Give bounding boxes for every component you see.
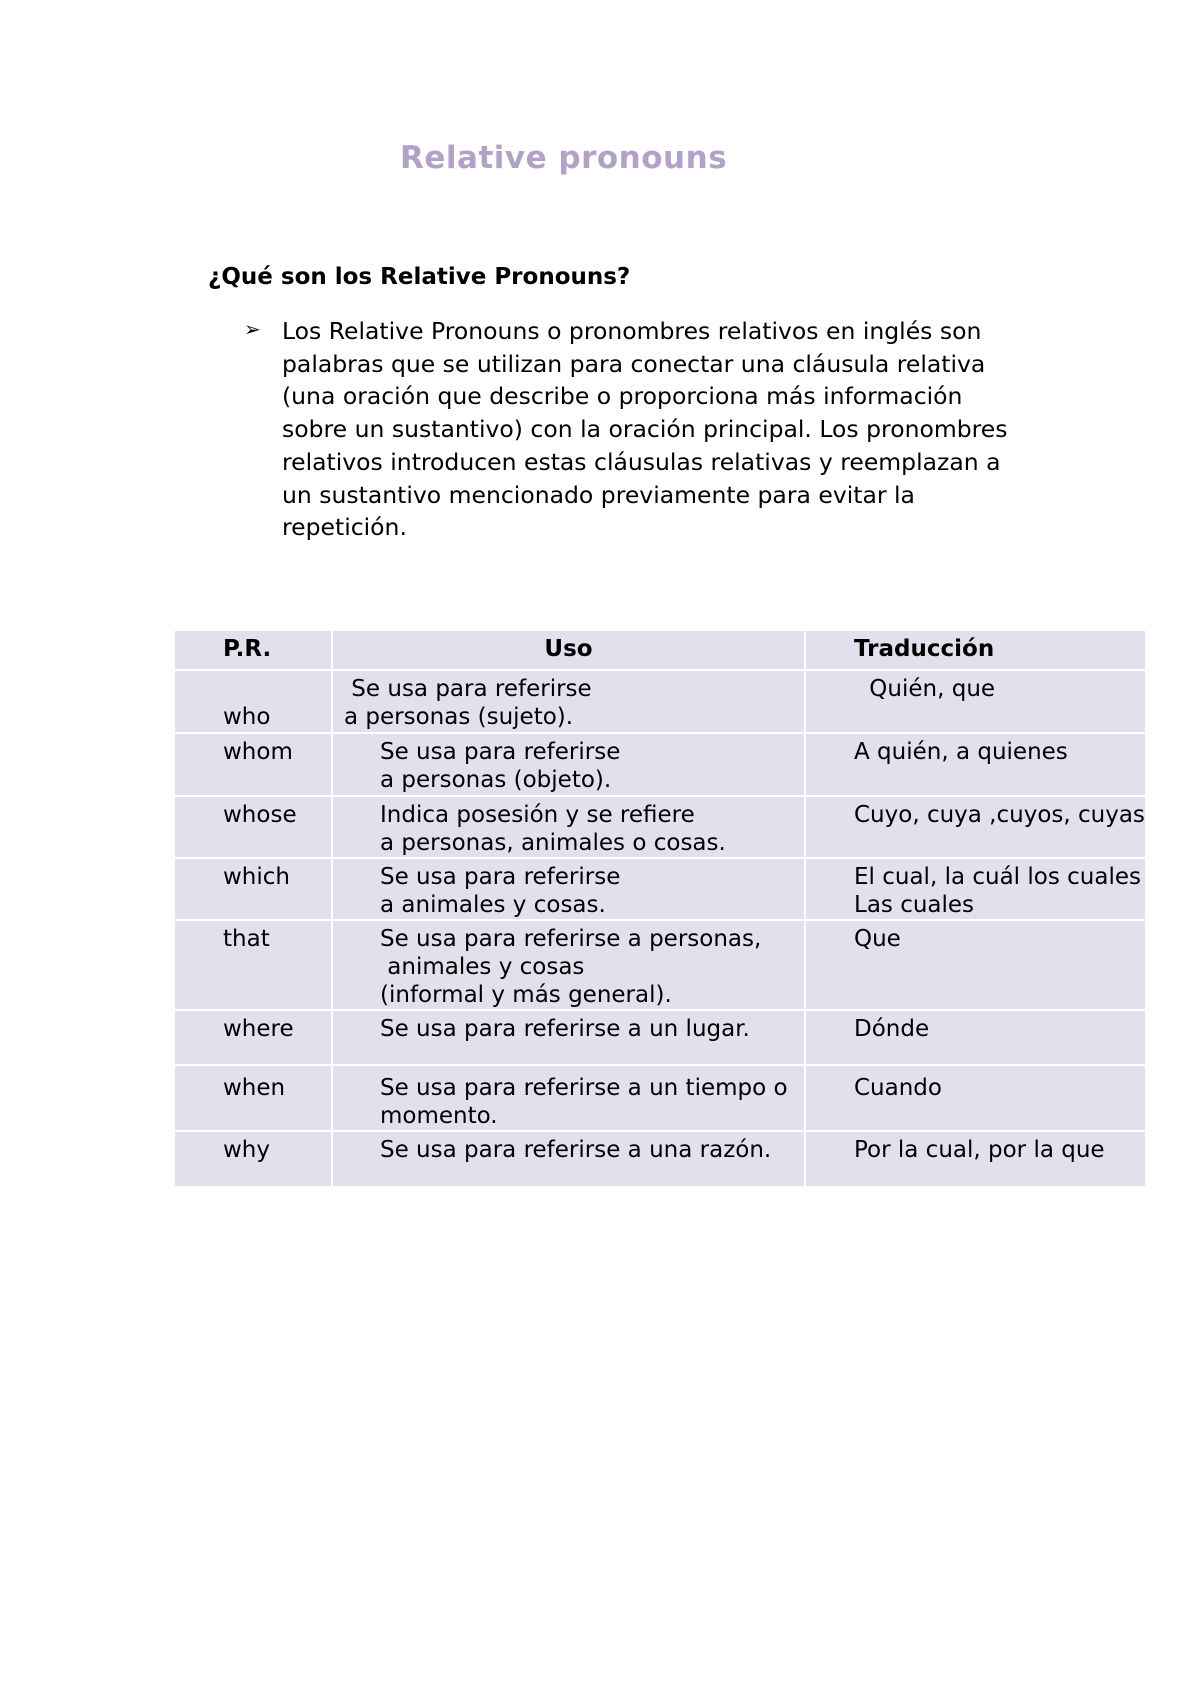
bullet-line: palabras que se utilizan para conectar una cláusula relativa [282,349,986,378]
header-label: P.R. [223,636,272,662]
traduccion-cell [805,796,1146,858]
pronoun-cell [174,1065,332,1131]
header-label: Uso [544,636,593,662]
traduccion-cell [805,1010,1146,1065]
uso-cell [332,796,805,858]
pronoun-cell [174,858,332,920]
table-row [174,858,1146,920]
uso-line: animales y cosas [380,954,585,980]
uso-cell [332,1131,805,1187]
bullet-line: sobre un sustantivo) con la oración principal. Los pronombres [282,415,1008,444]
section-question: ¿Qué son los Relative Pronouns? [208,264,631,290]
pronoun-cell [174,733,332,796]
pronoun-text: where [223,1016,294,1042]
table-row [174,733,1146,796]
table-body [174,670,1146,1187]
arrow-bullet-icon: ➢ [244,317,261,341]
pronoun-text: which [223,864,291,890]
traduccion-line: A quién, a quienes [854,739,1068,765]
uso-line: a animales y cosas. [380,892,606,918]
uso-line: Se usa para referirse a un lugar. [380,1016,750,1042]
pronoun-text: who [223,704,271,730]
bullet-line: relativos introducen estas cláusulas relativas y reemplazan a [282,447,1001,476]
table-row [174,1010,1146,1065]
traduccion-cell [805,920,1146,1010]
uso-line: (informal y más general). [380,982,672,1008]
pronoun-text: whom [223,739,293,765]
uso-line: Se usa para referirse a un tiempo o [380,1075,788,1101]
table-row [174,796,1146,858]
uso-line: momento. [380,1103,498,1129]
table-row [174,1131,1146,1187]
header-label: Traducción [854,636,995,662]
bullet-line: repetición. [282,513,407,542]
pronoun-cell [174,670,332,733]
traduccion-line: Dónde [854,1016,930,1042]
page-title: Relative pronouns [400,140,728,176]
uso-line: Se usa para referirse [380,864,621,890]
bullet-line: Los Relative Pronouns o pronombres relativos en inglés son [282,317,982,345]
uso-line: Se usa para referirse a personas, [380,926,762,952]
traduccion-cell [805,858,1146,920]
bullet-text [282,315,1052,544]
header-cell-traduccion [805,630,1146,670]
uso-cell [332,670,805,733]
bullet-line: (una oración que describe o proporciona más información [282,382,963,411]
traduccion-line: Las cuales [854,892,975,918]
uso-line: Se usa para referirse [344,676,592,702]
traduccion-line: El cual, la cuál los cuales [854,864,1141,890]
traduccion-cell [805,1131,1146,1187]
pronoun-text: whose [223,802,297,828]
traduccion-line: Que [854,926,901,952]
table-row [174,670,1146,733]
traduccion-line: Cuyo, cuya ,cuyos, cuyas [854,802,1145,828]
uso-line: a personas, animales o cosas. [380,830,726,856]
uso-cell [332,733,805,796]
header-cell-uso [332,630,805,670]
traduccion-line: Cuando [854,1075,942,1101]
table-header-row [174,630,1146,670]
uso-cell [332,920,805,1010]
pronoun-text: why [223,1137,270,1163]
pronoun-text: that [223,926,270,952]
uso-line: Indica posesión y se refiere [380,802,695,828]
header-cell-pr [174,630,332,670]
table-row [174,1065,1146,1131]
bullet-line: un sustantivo mencionado previamente para evitar la [282,480,915,509]
relative-pronouns-table [173,629,1147,1188]
pronoun-cell [174,796,332,858]
uso-cell [332,1065,805,1131]
pronoun-cell [174,1010,332,1065]
uso-line: Se usa para referirse [380,739,621,765]
traduccion-line: Por la cual, por la que [854,1137,1105,1163]
pronoun-cell [174,1131,332,1187]
uso-line: a personas (objeto). [380,767,612,793]
uso-line: Se usa para referirse a una razón. [380,1137,772,1163]
traduccion-cell [805,733,1146,796]
uso-cell [332,858,805,920]
traduccion-cell [805,1065,1146,1131]
pronoun-text: when [223,1075,286,1101]
uso-cell [332,1010,805,1065]
pronoun-cell [174,920,332,1010]
table-row [174,920,1146,1010]
uso-line: a personas (sujeto). [344,704,574,730]
traduccion-line: Quién, que [862,676,996,702]
traduccion-cell [805,670,1146,733]
